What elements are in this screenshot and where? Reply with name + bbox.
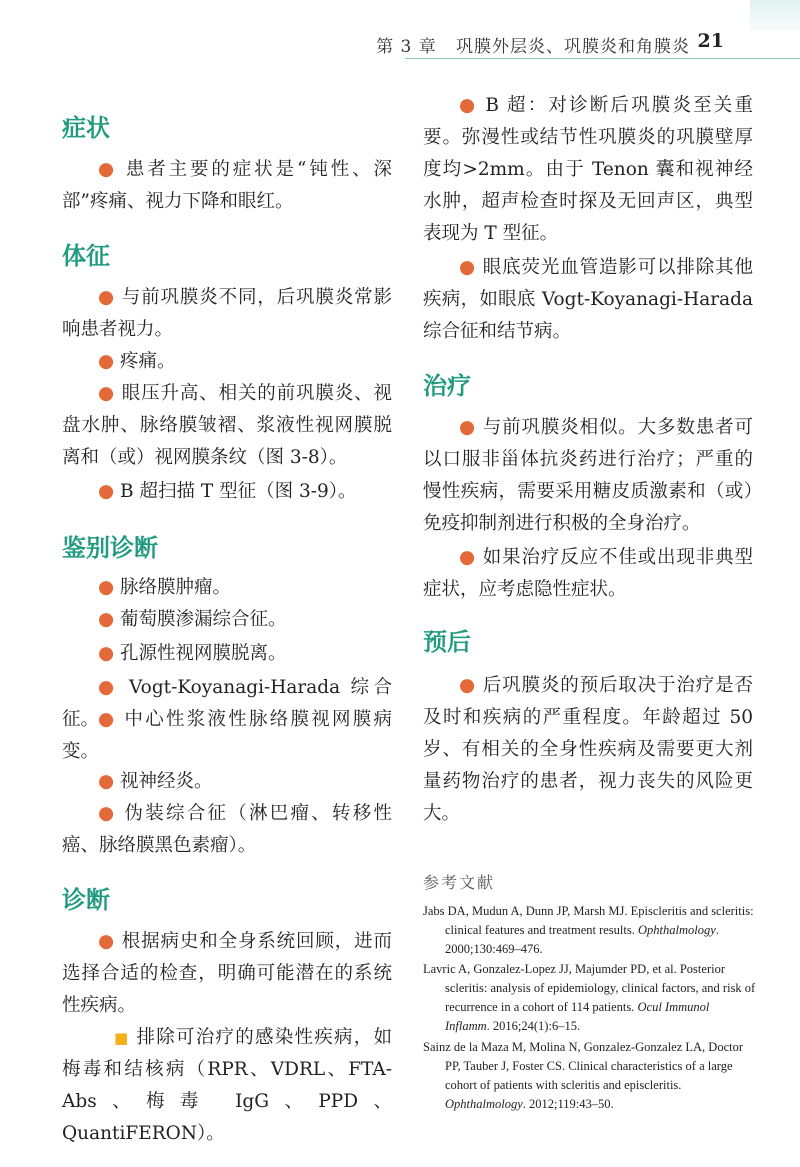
section-heading-differential: 鉴别诊断 xyxy=(62,534,158,562)
references-heading: 参考文献 xyxy=(423,873,496,892)
list-item: ● 后巩膜炎的预后取决于治疗是否及时和疾病的严重程度。年龄超过 50 岁、有相关的全身性疾病及需要更大剂量药物治疗的患者，视力丧失的风险更大。 xyxy=(423,675,753,824)
page-header xyxy=(0,0,800,70)
bullet-icon: ● xyxy=(98,609,115,630)
list-item: ● B 超：对诊断后巩膜炎至关重要。弥漫性或结节性巩膜炎的巩膜壁厚度均>2mm。由于 Tenon 囊和视神经水肿，超声检查时探及无回声区，典型表现为 T 型征。 xyxy=(423,95,753,244)
square-bullet-icon: ■ xyxy=(114,1029,130,1047)
bullet-icon: ● xyxy=(98,577,115,598)
reference-item: Sainz de la Maza M, Molina N, Gonzalez-Gonzalez LA, Doctor PP, Tauber J, Foster CS. Clinical characteristics of a large cohort of patients with scleritis and episcleritis. Ophthalmology. 2012;119:43–50. xyxy=(423,1040,744,1111)
section-heading-signs: 体征 xyxy=(62,242,110,270)
chapter-title: 巩膜外层炎、巩膜炎和角膜炎 xyxy=(456,37,690,57)
bullet-icon: ● xyxy=(98,677,119,698)
section-heading-treatment: 治疗 xyxy=(423,372,471,400)
bullet-icon: ● xyxy=(98,351,115,372)
list-item: ● 脉络膜肿瘤。 xyxy=(98,577,232,598)
list-item: ● 眼压升高、相关的前巩膜炎、视盘水肿、脉络膜皱褶、浆液性视网膜脱离和（或）视网膜条纹（图 3-8）。 xyxy=(62,383,392,468)
section-heading-prognosis: 预后 xyxy=(423,628,471,656)
bullet-icon: ● xyxy=(98,643,115,664)
bullet-icon: ● xyxy=(459,547,477,568)
bullet-icon: ● xyxy=(98,709,117,730)
bullet-icon: ● xyxy=(98,159,118,180)
list-item: ● 疼痛。 xyxy=(98,351,176,372)
corner-decoration xyxy=(750,0,800,30)
chapter-label: 第 3 章 xyxy=(376,37,437,57)
list-item: ● 眼底荧光血管造影可以排除其他疾病，如眼底 Vogt-Koyanagi-Harada 综合征和结节病。 xyxy=(423,257,753,342)
bullet-icon: ● xyxy=(98,287,116,308)
sub-list-item: ■ 排除可治疗的感染性疾病，如梅毒和结核病（RPR、VDRL、FTA-Abs、梅毒 IgG、PPD、QuantiFERON）。 xyxy=(62,1027,392,1144)
list-item: ● 中心性浆液性脉络膜视网膜病变。 xyxy=(62,709,392,762)
bullet-icon: ● xyxy=(459,675,477,696)
list-item: ● 葡萄膜渗漏综合征。 xyxy=(98,609,287,630)
running-header xyxy=(376,32,690,57)
list-item: ● 根据病史和全身系统回顾，进而选择合适的检查，明确可能潜在的系统性疾病。 xyxy=(62,931,392,1016)
bullet-icon: ● xyxy=(459,417,477,438)
reference-item: Lavric A, Gonzalez-Lopez JJ, Majumder PD, et al. Posterior scleritis: analysis of epidemiology, clinical factors, and risk of recurrence in a cohort of 114 patients. Ocul Immunol Inflamm. 2016;24(1):6–15. xyxy=(423,962,756,1033)
section-heading-diagnosis: 诊断 xyxy=(62,886,110,914)
bullet-icon: ● xyxy=(459,95,478,116)
list-item: ● 如果治疗反应不佳或出现非典型症状，应考虑隐性症状。 xyxy=(423,547,753,600)
list-item: ● 患者主要的症状是“钝性、深部”疼痛、视力下降和眼红。 xyxy=(62,159,392,212)
bullet-icon: ● xyxy=(459,257,477,278)
list-item: ● 孔源性视网膜脱离。 xyxy=(98,643,287,664)
bullet-icon: ● xyxy=(98,771,115,792)
reference-item: Jabs DA, Mudun A, Dunn JP, Marsh MJ. Episcleritis and scleritis: clinical features and treatment results. Ophthalmology. 2000;130:469–476. xyxy=(423,904,754,956)
list-item: ● B 超扫描 T 型征（图 3-9）。 xyxy=(98,481,357,502)
list-item: ● 与前巩膜炎不同，后巩膜炎常影响患者视力。 xyxy=(62,287,392,340)
bullet-icon: ● xyxy=(98,803,117,824)
page-number: 21 xyxy=(697,30,724,52)
header-rule xyxy=(405,58,800,59)
list-item: ● Vogt-Koyanagi-Harada 综合征。 xyxy=(62,677,392,730)
bullet-icon: ● xyxy=(98,931,116,952)
bullet-icon: ● xyxy=(98,383,116,404)
list-item: ● 视神经炎。 xyxy=(98,771,213,792)
section-heading-symptoms: 症状 xyxy=(62,114,110,142)
bullet-icon: ● xyxy=(98,481,115,502)
list-item: ● 伪装综合征（淋巴瘤、转移性癌、脉络膜黑色素瘤）。 xyxy=(62,803,392,856)
list-item: ● 与前巩膜炎相似。大多数患者可以口服非甾体抗炎药进行治疗；严重的慢性疾病，需要采用糖皮质激素和（或）免疫抑制剂进行积极的全身治疗。 xyxy=(423,417,753,534)
